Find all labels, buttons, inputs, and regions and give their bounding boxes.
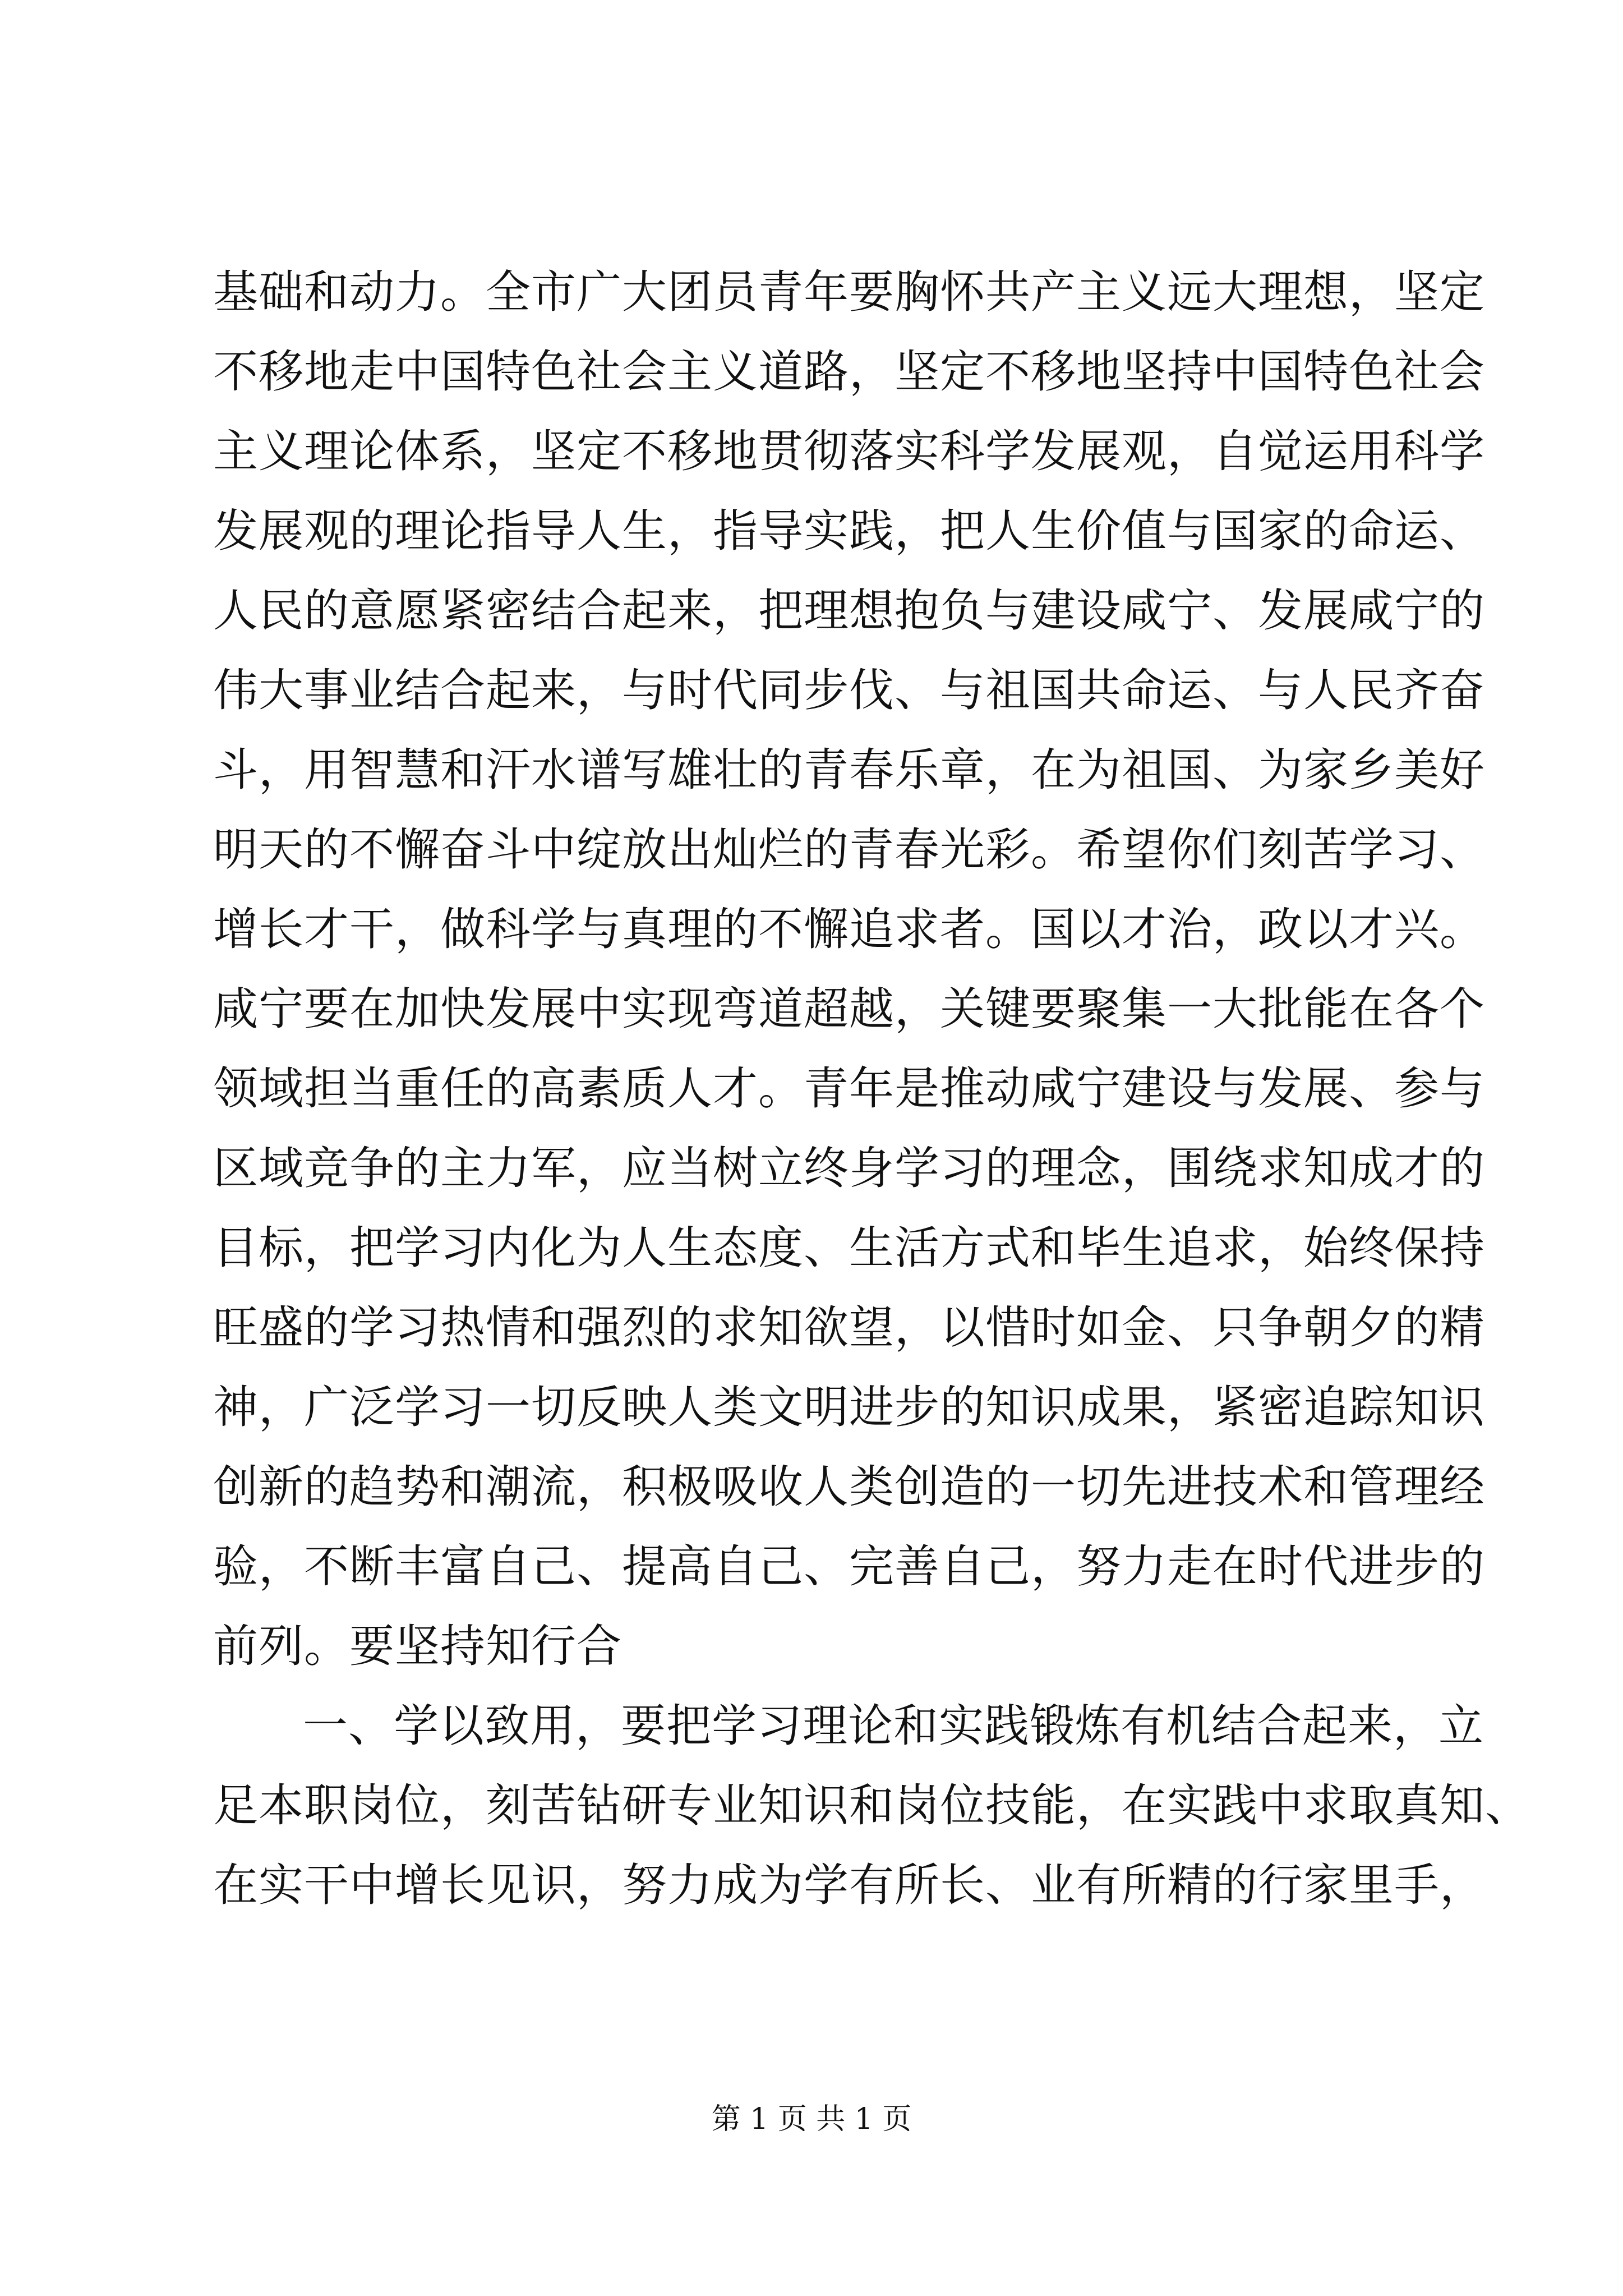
page-footer: 第 1 页 共 1 页 (711, 2102, 912, 2136)
text-line: 目标，把学习内化为人生态度、生活方式和毕生追求，始终保持 (213, 1222, 1485, 1274)
text-line: 创新的趋势和潮流，积极吸收人类创造的一切先进技术和管理经 (213, 1461, 1485, 1513)
text-line: 基础和动力。全市广大团员青年要胸怀共产主义远大理想，坚定 (213, 266, 1485, 318)
text-line: 发展观的理论指导人生，指导实践，把人生价值与国家的命运、 (213, 505, 1485, 557)
text-line: 主义理论体系，坚定不移地贯彻落实科学发展观，自觉运用科学 (213, 425, 1485, 477)
text-line: 前列。要坚持知行合 (213, 1620, 622, 1672)
body-text (213, 252, 1530, 1925)
text-line: 旺盛的学习热情和强烈的求知欲望，以惜时如金、只争朝夕的精 (213, 1301, 1485, 1354)
text-line: 咸宁要在加快发展中实现弯道超越，关键要聚集一大批能在各个 (213, 983, 1485, 1035)
text-line: 神，广泛学习一切反映人类文明进步的知识成果，紧密追踪知识 (213, 1381, 1485, 1433)
text-line: 明天的不懈奋斗中绽放出灿烂的青春光彩。希望你们刻苦学习、 (213, 823, 1485, 876)
text-line: 增长才干，做科学与真理的不懈追求者。国以才治，政以才兴。 (213, 903, 1485, 955)
text-line: 伟大事业结合起来，与时代同步伐、与祖国共命运、与人民齐奋 (213, 664, 1485, 716)
text-line: 不移地走中国特色社会主义道路，坚定不移地坚持中国特色社会 (213, 346, 1485, 398)
text-line: 足本职岗位，刻苦钻研专业知识和岗位技能，在实践中求取真知、 (213, 1779, 1530, 1832)
text-line: 区域竞争的主力军，应当树立终身学习的理念，围绕求知成才的 (213, 1142, 1485, 1194)
text-line: 一、学以致用，要把学习理论和实践锻炼有机结合起来，立 (303, 1700, 1484, 1752)
text-line: 人民的意愿紧密结合起来，把理想抱负与建设咸宁、发展咸宁的 (213, 585, 1485, 637)
text-line: 验，不断丰富自己、提高自己、完善自己，努力走在时代进步的 (213, 1540, 1485, 1593)
text-line: 斗，用智慧和汗水谱写雄壮的青春乐章，在为祖国、为家乡美好 (213, 744, 1485, 796)
text-line: 领域担当重任的高素质人才。青年是推动咸宁建设与发展、参与 (213, 1062, 1485, 1115)
text-line: 在实干中增长见识，努力成为学有所长、业有所精的行家里手， (213, 1859, 1485, 1911)
